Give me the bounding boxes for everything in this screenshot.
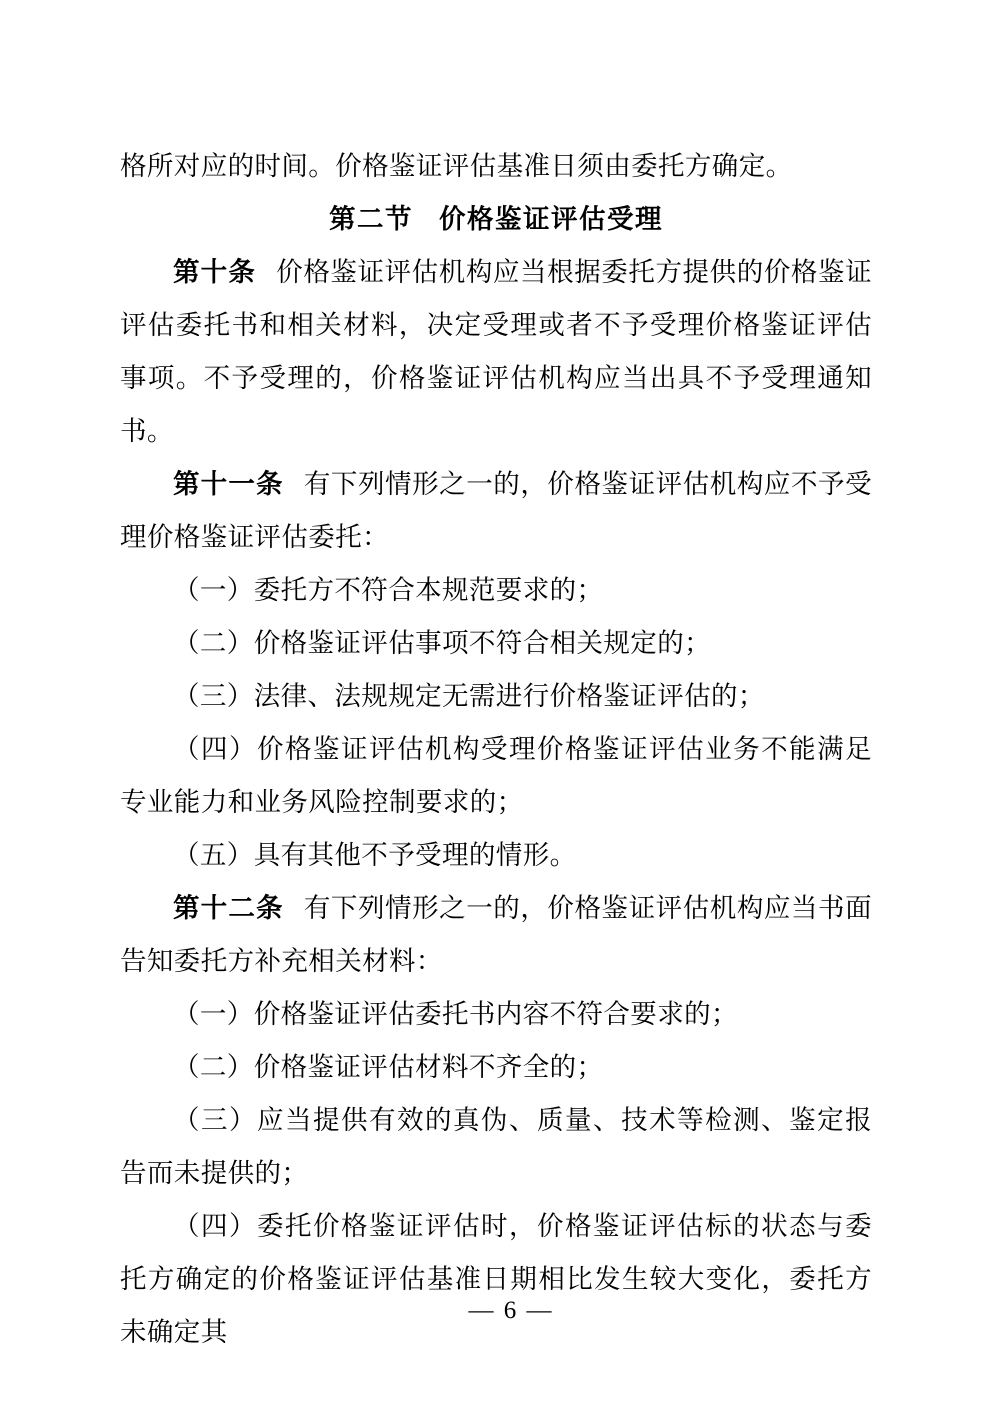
article-10-label: 第十条 — [173, 257, 257, 287]
article-11 — [120, 458, 872, 564]
article-12-label: 第十二条 — [173, 893, 284, 923]
section-number: 第二节 — [329, 204, 413, 234]
list-item: （二）价格鉴证评估事项不符合相关规定的； — [173, 628, 711, 658]
paragraph-continuation: 格所对应的时间。价格鉴证评估基准日须由委托方确定。 — [120, 151, 793, 181]
list-item: （四）价格鉴证评估机构受理价格鉴证评估业务不能满足专业能力和业务风险控制要求的； — [120, 734, 872, 817]
list-item: （三）应当提供有效的真伪、质量、技术等检测、鉴定报告而未提供的； — [120, 1105, 872, 1188]
article-12-text: 有下列情形之一的，价格鉴证评估机构应当书面告知委托方补充相关材料： — [120, 893, 872, 976]
section-title: 价格鉴证评估受理 — [439, 204, 663, 234]
section-heading — [120, 193, 872, 246]
list-item: （一）委托方不符合本规范要求的； — [173, 575, 604, 605]
article-11-text: 有下列情形之一的，价格鉴证评估机构应不予受理价格鉴证评估委托： — [120, 469, 872, 552]
article-10-text: 价格鉴证评估机构应当根据委托方提供的价格鉴证评估委托书和相关材料，决定受理或者不予受理价格鉴证评估事项。不予受理的，价格鉴证评估机构应当出具不予受理通知书。 — [120, 257, 872, 446]
list-item: （一）价格鉴证评估委托书内容不符合要求的； — [173, 999, 738, 1029]
list-item: （四）委托价格鉴证评估时，价格鉴证评估标的状态与委托方确定的价格鉴证评估基准日期相比发生较大变化，委托方未确定其 — [120, 1211, 872, 1347]
list-item: （五）具有其他不予受理的情形。 — [173, 840, 577, 870]
document-body — [120, 140, 872, 1359]
article-11-label: 第十一条 — [173, 469, 284, 499]
page-number: — 6 — — [468, 1297, 554, 1324]
article-12 — [120, 882, 872, 988]
list-item: （二）价格鉴证评估材料不齐全的； — [173, 1052, 604, 1082]
list-item: （三）法律、法规规定无需进行价格鉴证评估的； — [173, 681, 765, 711]
article-10 — [120, 246, 872, 458]
